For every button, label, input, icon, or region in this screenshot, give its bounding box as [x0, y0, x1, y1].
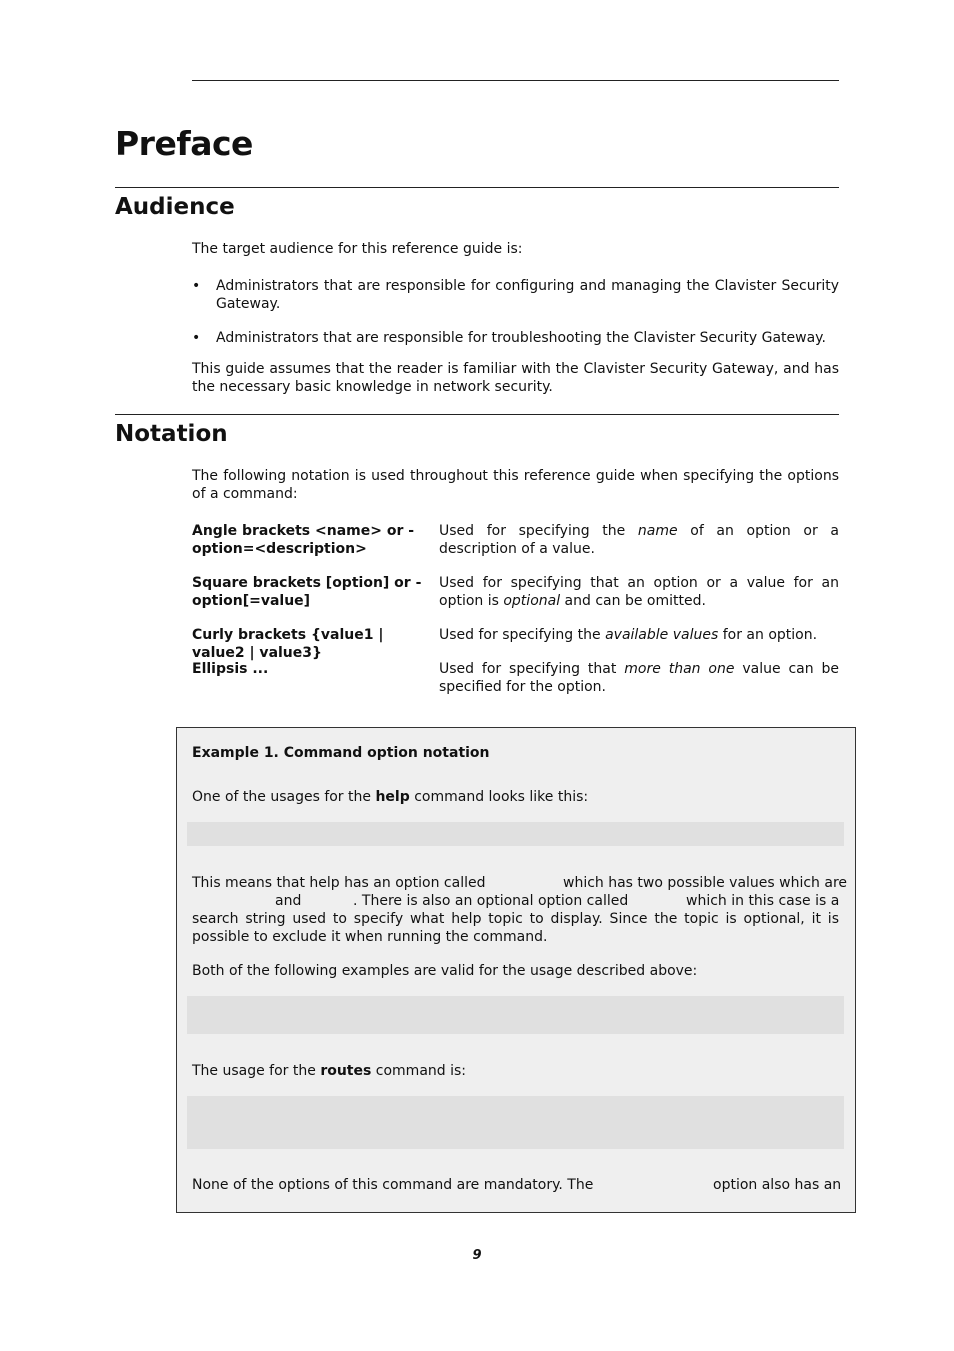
- example-none-mandatory-a: None of the options of this command are mandatory. The: [192, 1177, 594, 1193]
- code-block-help-usage: [187, 822, 844, 846]
- notation-term-square: Square brackets [option] or -option[=value]: [192, 575, 422, 609]
- notation-term-ellipsis: Ellipsis ...: [192, 661, 269, 677]
- header-rule: [192, 80, 839, 81]
- example-explain-line1a: This means that help has an option called: [192, 875, 486, 891]
- example-explain-line2a: and: [275, 893, 302, 909]
- notation-def-square: Used for specifying that an option or a value for an option is optional and can be omitted.: [439, 575, 839, 609]
- example-explain-rest: search string used to specify what help topic to display. Since the topic is optional, it is possible to exclude it when running the command.: [192, 911, 839, 945]
- code-block-help-examples: [187, 996, 844, 1034]
- chapter-title: Preface: [115, 124, 253, 163]
- example-none-mandatory-b: option also has an: [713, 1177, 842, 1193]
- notation-term-curly: Curly brackets {value1 | value2 | value3}: [192, 627, 384, 661]
- example-help-intro: One of the usages for the help command looks like this:: [192, 789, 589, 805]
- example-explain-line1b: which has two possible values which are: [563, 875, 848, 891]
- bullet-marker: •: [192, 278, 201, 294]
- example-explain-line2c: which in this case is a: [686, 893, 840, 909]
- audience-intro: The target audience for this reference guide is:: [192, 241, 523, 257]
- notation-intro: The following notation is used throughout this reference guide when specifying the options of a command:: [192, 468, 839, 502]
- notation-rule: [115, 414, 839, 415]
- example-explain-line2b: . There is also an optional option called: [353, 893, 629, 909]
- notation-term-angle: Angle brackets <name> or -option=<description>: [192, 523, 415, 557]
- audience-bullet-2: Administrators that are responsible for troubleshooting the Clavister Security Gateway.: [216, 330, 826, 346]
- example-routes-intro: The usage for the routes command is:: [192, 1063, 467, 1079]
- notation-def-ellipsis: Used for specifying that more than one value can be specified for the option.: [439, 661, 839, 695]
- code-block-routes-usage: [187, 1096, 844, 1149]
- example-title: Example 1. Command option notation: [192, 745, 490, 761]
- example-both-valid: Both of the following examples are valid for the usage described above:: [192, 963, 698, 979]
- audience-bullet-1: Administrators that are responsible for configuring and managing the Clavister Security Gateway.: [216, 278, 839, 312]
- page-number: 9: [472, 1248, 482, 1263]
- audience-closing: This guide assumes that the reader is familiar with the Clavister Security Gateway, and has the necessary basic knowledge in network security.: [192, 361, 839, 395]
- notation-def-curly: Used for specifying the available values for an option.: [439, 627, 818, 643]
- bullet-marker: •: [192, 330, 201, 346]
- audience-heading: Audience: [115, 194, 235, 220]
- notation-heading: Notation: [115, 421, 228, 447]
- audience-rule: [115, 187, 839, 188]
- notation-def-angle: Used for specifying the name of an option or a description of a value.: [439, 523, 839, 557]
